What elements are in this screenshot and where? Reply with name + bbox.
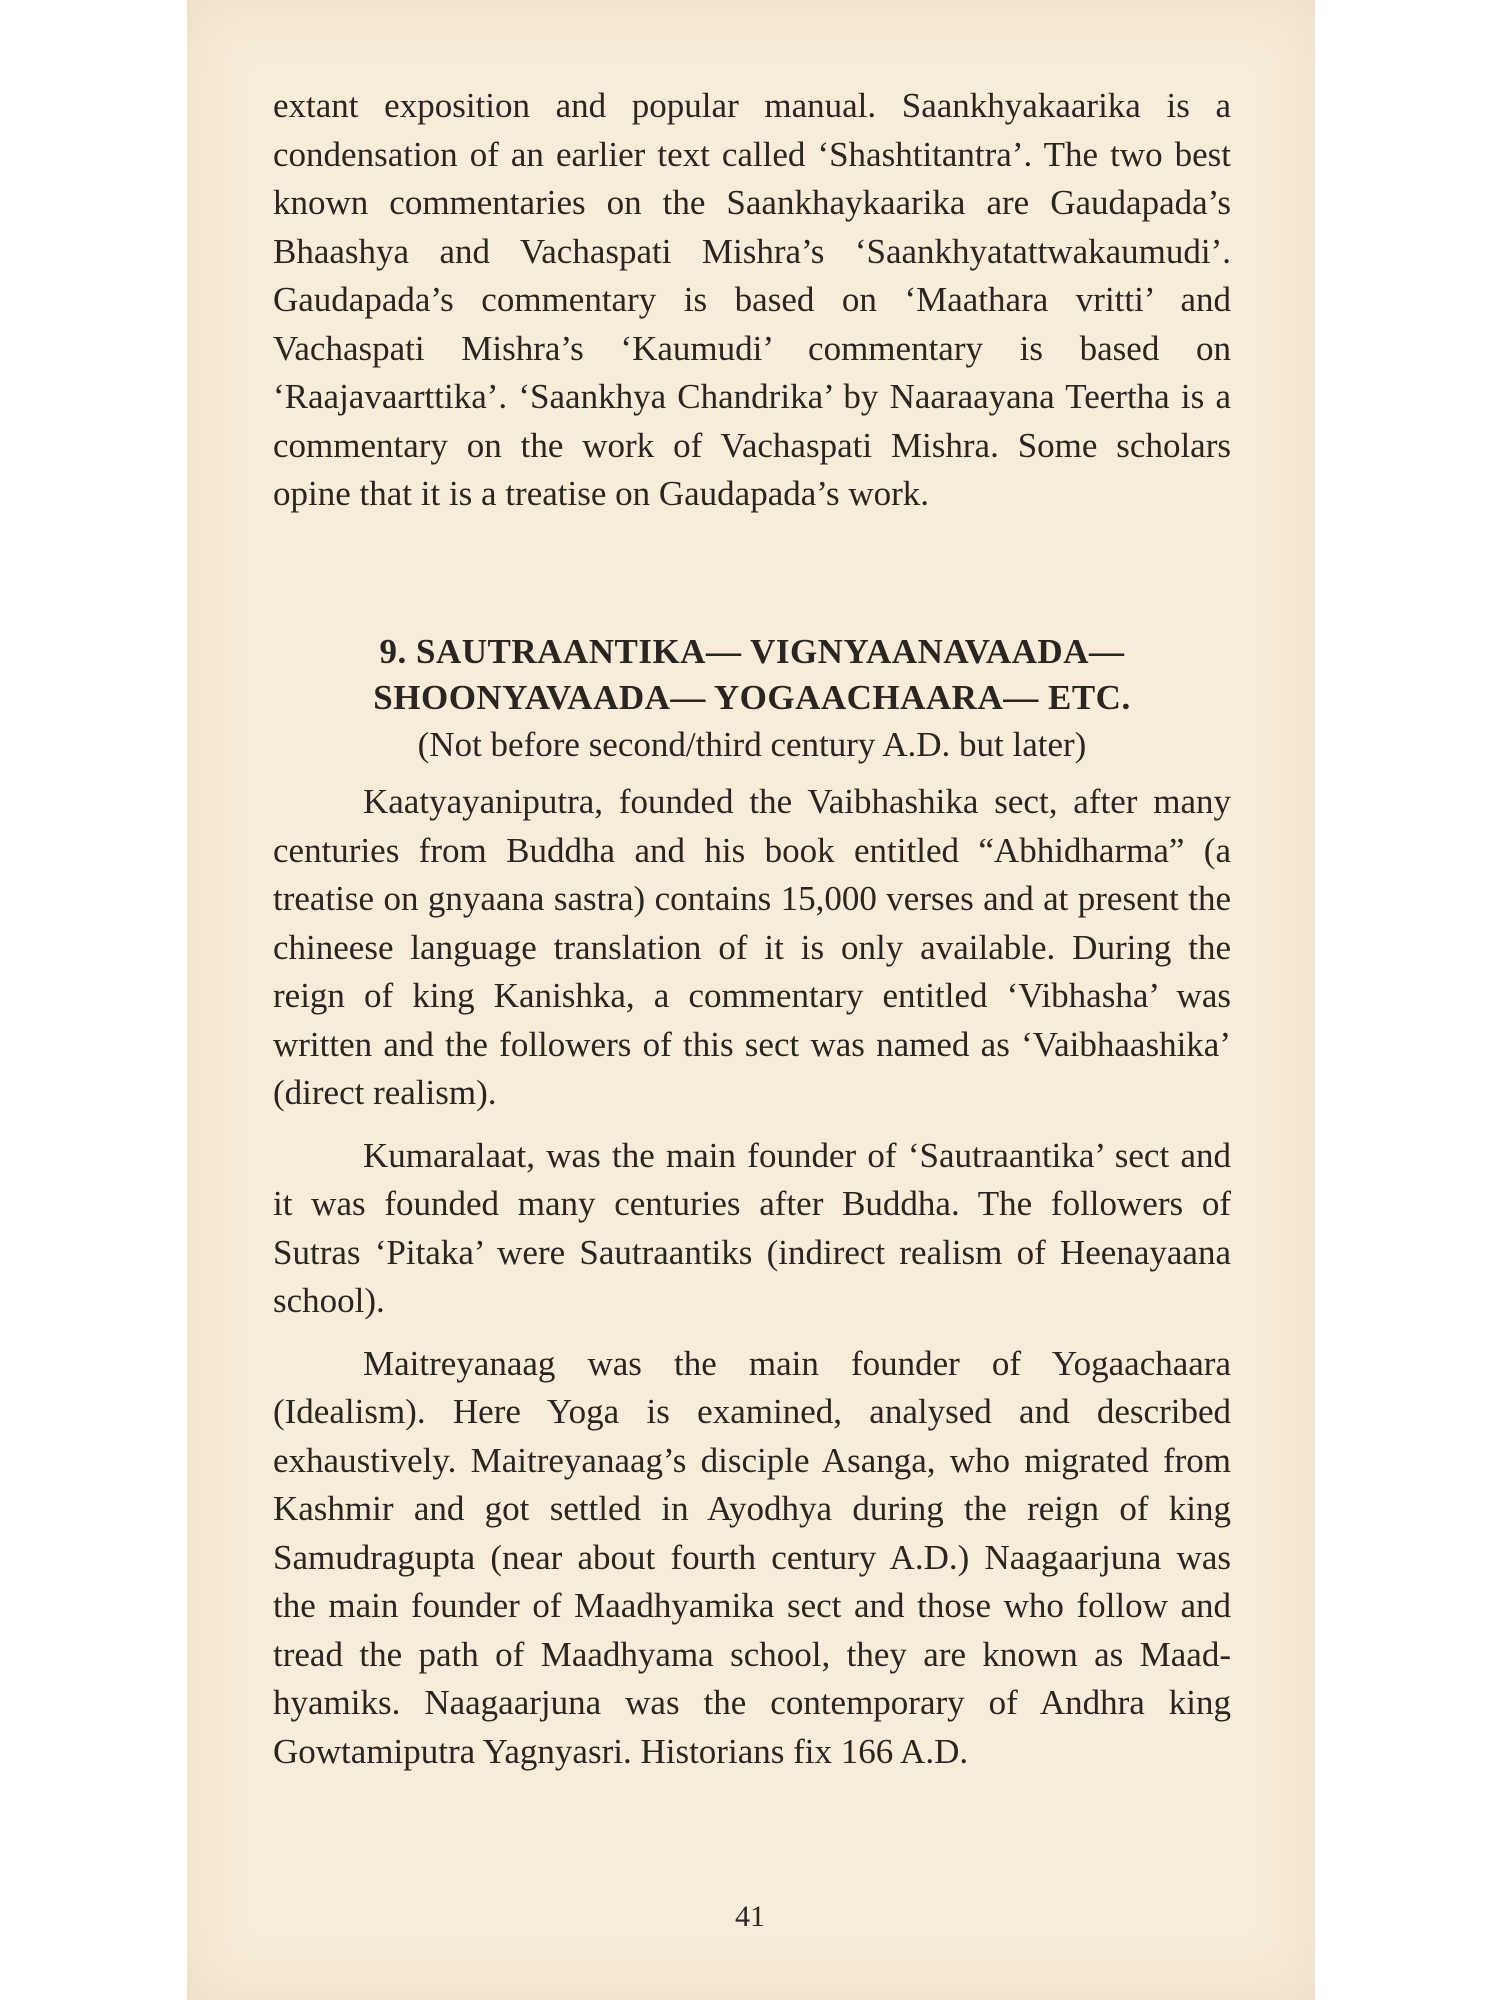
continuation-paragraph: extant exposition and popular manual. Saankhyakaarika is a condensation of an earlier text called ‘Shashtitantra’. The two best known commentaries on the Saankhaykaarika are Gaudapada’s Bhaashya and Vachaspati Mishra’s ‘Saankhyatattwakaumudi’. Gaudapada’s commentary is based on ‘Maathara vritti’ and Vachaspati Mishra’s ‘Kaumudi’ commentary is based on ‘Raajavaarttika’. ‘Saankhya Chandrika’ by Naaraayana Teertha is a commentary on the work of Vachaspati Mishra. Some scholars opine that it is a treatise on Gaudapada’s work. (273, 86, 1231, 513)
paragraph-sautraantika: Kumaralaat, was the main founder of ‘Sautraantika’ sect and it was founded many centuries after Buddha. The followers of Sutras ‘Pitaka’ were Sautraantiks (indirect realism of Heenayaana school). (273, 1135, 1231, 1320)
page-number: 41 (735, 1900, 765, 1933)
paragraph-vaibhashika: Kaatyayaniputra, founded the Vaibhashika sect, after many centuries from Buddha and his book entitled “Abhidharma” (a treatise on gnyaana sastra) contains 15,000 verses and at present the chineese language translation of it is only available. During the reign of king Kanishka, a commentary entitled ‘Vibhasha’ was written and the followers of this sect was named as ‘Vaibhaashika’ (direct realism). (273, 782, 1231, 1112)
section-header (273, 629, 1231, 770)
section-body (273, 778, 1231, 1776)
section-subheading: (Not before second/third century A.D. but later) (417, 725, 1087, 764)
page-text (273, 82, 1231, 519)
section-heading-line2: SHOONYAVAADA— YOGAACHAARA— ETC. (373, 678, 1131, 717)
paragraph-yogaachaara: Maitreyanaag was the main founder of Yogaachaara (Idealism). Here Yoga is examined, analysed and described exhaustively. Maitreyanaag’s disciple Asanga, who migrated from Kashmir and got settled in Ayodhya during the reign of king Samudragupta (near about fourth century A.D.) Naagaarjuna was the main founder of Maadhyamika sect and those who follow and tread the path of Maadhyama school, they are known as Maad-hyamiks. Naagaarjuna was the contemporary of Andhra king Gowtamiputra Yagnyasri. Historians fix 166 A.D. (273, 1343, 1231, 1771)
section-heading-line1: 9. SAUTRAANTIKA— VIGNYAANAVAADA— (379, 632, 1125, 671)
